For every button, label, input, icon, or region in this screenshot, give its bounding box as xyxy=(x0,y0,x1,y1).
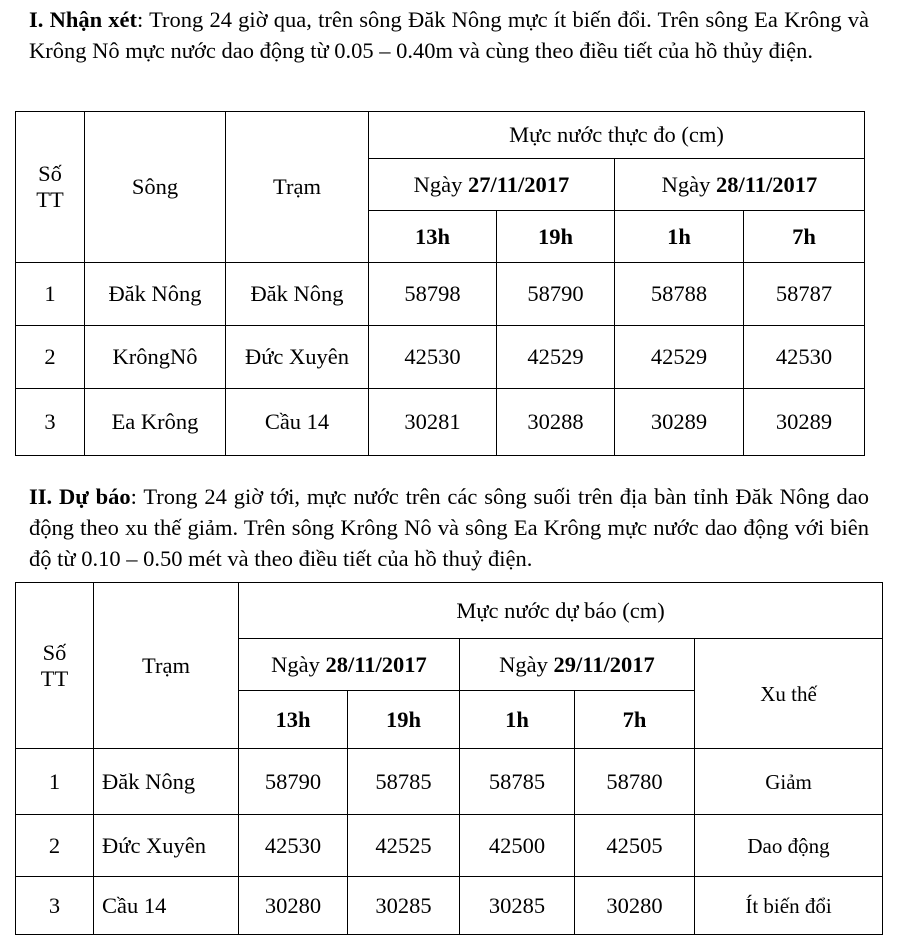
cell-stt: 2 xyxy=(16,815,94,877)
table-row xyxy=(16,326,865,389)
cell-value: 58798 xyxy=(369,263,497,326)
cell-value: 30289 xyxy=(744,389,865,456)
cell-value: 42525 xyxy=(348,815,460,877)
header-day-2: Ngày 28/11/2017 xyxy=(615,159,865,211)
table-row xyxy=(16,263,865,326)
cell-value: 30280 xyxy=(239,877,348,935)
cell-value: 42529 xyxy=(615,326,744,389)
header-river: Sông xyxy=(85,112,226,263)
cell-value: 58790 xyxy=(497,263,615,326)
cell-value: 30280 xyxy=(575,877,695,935)
header-station: Trạm xyxy=(94,583,239,749)
table-row xyxy=(16,815,883,877)
observation-text: : Trong 24 giờ qua, trên sông Đăk Nông mực ít biến đổi. Trên sông Ea Krông và Krông Nô mực nước dao động từ 0.05 – 0.40m và cùng theo điều tiết của hồ thủy điện. xyxy=(29,7,870,63)
forecast-heading: II. Dự báo xyxy=(29,484,131,509)
header-observed-level: Mực nước thực đo (cm) xyxy=(369,112,865,159)
table-row xyxy=(16,749,883,815)
cell-value: 58788 xyxy=(615,263,744,326)
cell-value: 58790 xyxy=(239,749,348,815)
cell-trend: Ít biến đổi xyxy=(695,877,883,935)
cell-station: Đức Xuyên xyxy=(94,815,239,877)
header-hour: 7h xyxy=(744,211,865,263)
cell-value: 58785 xyxy=(348,749,460,815)
header-stt: Số TT xyxy=(16,583,94,749)
cell-value: 58785 xyxy=(460,749,575,815)
cell-station: Đăk Nông xyxy=(226,263,369,326)
cell-value: 30288 xyxy=(497,389,615,456)
header-day-1: Ngày 27/11/2017 xyxy=(369,159,615,211)
header-forecast-level: Mực nước dự báo (cm) xyxy=(239,583,883,639)
table-row xyxy=(16,389,865,456)
cell-river: Đăk Nông xyxy=(85,263,226,326)
cell-stt: 1 xyxy=(16,263,85,326)
header-hour: 13h xyxy=(239,691,348,749)
cell-river: KrôngNô xyxy=(85,326,226,389)
cell-stt: 3 xyxy=(16,389,85,456)
table-row xyxy=(16,877,883,935)
header-hour: 1h xyxy=(615,211,744,263)
header-trend: Xu thế xyxy=(695,639,883,749)
cell-river: Ea Krông xyxy=(85,389,226,456)
cell-stt: 1 xyxy=(16,749,94,815)
forecast-text: : Trong 24 giờ tới, mực nước trên các sông suối trên địa bàn tỉnh Đăk Nông dao động theo xu thế giảm. Trên sông Krông Nô và sông Ea Krông mực nước dao động với biên độ từ 0.10 – 0.50 mét và theo điều tiết của hồ thuỷ điện. xyxy=(29,484,870,571)
cell-value: 42530 xyxy=(239,815,348,877)
cell-trend: Giảm xyxy=(695,749,883,815)
header-hour: 1h xyxy=(460,691,575,749)
observed-water-level-table xyxy=(15,111,865,456)
cell-station: Đức Xuyên xyxy=(226,326,369,389)
observation-heading: I. Nhận xét xyxy=(29,7,138,32)
forecast-water-level-table xyxy=(15,582,883,935)
cell-value: 58780 xyxy=(575,749,695,815)
cell-value: 42505 xyxy=(575,815,695,877)
cell-value: 30289 xyxy=(615,389,744,456)
cell-value: 42530 xyxy=(744,326,865,389)
cell-station: Đăk Nông xyxy=(94,749,239,815)
header-station: Trạm xyxy=(226,112,369,263)
header-day-1: Ngày 28/11/2017 xyxy=(239,639,460,691)
cell-value: 58787 xyxy=(744,263,865,326)
header-hour: 19h xyxy=(497,211,615,263)
cell-trend: Dao động xyxy=(695,815,883,877)
cell-value: 42529 xyxy=(497,326,615,389)
cell-value: 42530 xyxy=(369,326,497,389)
cell-value: 30285 xyxy=(460,877,575,935)
cell-stt: 3 xyxy=(16,877,94,935)
header-hour: 19h xyxy=(348,691,460,749)
cell-value: 30281 xyxy=(369,389,497,456)
header-day-2: Ngày 29/11/2017 xyxy=(460,639,695,691)
cell-value: 42500 xyxy=(460,815,575,877)
cell-station: Cầu 14 xyxy=(226,389,369,456)
observation-paragraph xyxy=(29,4,869,66)
cell-value: 30285 xyxy=(348,877,460,935)
forecast-paragraph xyxy=(29,481,869,574)
cell-stt: 2 xyxy=(16,326,85,389)
header-stt: Số TT xyxy=(16,112,85,263)
header-hour: 13h xyxy=(369,211,497,263)
cell-station: Cầu 14 xyxy=(94,877,239,935)
header-hour: 7h xyxy=(575,691,695,749)
